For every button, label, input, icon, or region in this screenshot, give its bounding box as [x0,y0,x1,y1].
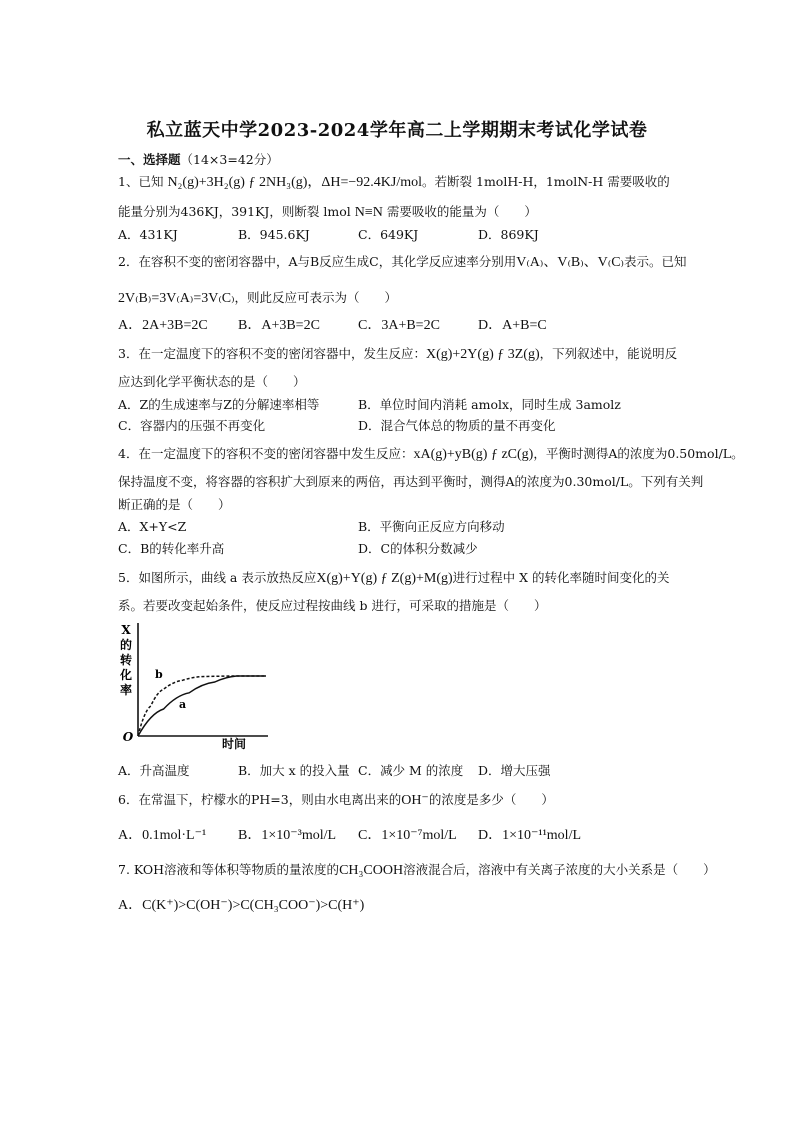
y-axis-label-char: 的 [119,638,133,652]
q4-equation: xA(g)+yB(g) ƒ zC(g) [413,447,534,462]
y-axis-label-char: 转 [119,653,133,667]
q5-option-d[interactable]: D．增大压强 [478,763,551,778]
q7-acid: CH₃COOH [339,863,404,878]
q2-option-a[interactable]: A．2A+3B=2C [118,318,208,333]
question-2-line-1 [118,254,687,271]
q1-option-d[interactable]: D．869KJ [478,227,539,242]
q6-ion: OH⁻ [401,793,429,808]
question-1-line-2 [118,204,537,221]
question-5-line-2: 系。若要改变起始条件，使反应过程按曲线 b 进行，可采取的措施是（ ） [118,598,547,613]
x-axis-label: 时间 [221,737,247,751]
question-3-line-1 [118,346,677,363]
y-axis-label-char: 率 [119,683,133,697]
origin-label: O [122,730,134,744]
q1-option-c[interactable]: C．649KJ [358,227,419,242]
curve-a-label: a [179,698,187,711]
question-5-line-1 [118,570,670,587]
curve-b-label: b [155,668,163,681]
q5-text-a: 5．如图所示，曲线 a 表示放热反应 [118,570,317,585]
q2-vars: V₍A₎、V₍B₎、V₍C₎ [516,255,624,270]
section-label: 一、选择题 [118,152,181,167]
y-axis-label [119,623,132,697]
question-4-line-2: 保持温度不变，将容器的容积扩大到原来的两倍，再达到平衡时，测得A的浓度为0.30mol/L。下列有关判 [118,474,704,489]
q7-text-a: 7. KOH溶液和等体积等物质的量浓度的 [118,862,340,877]
q3-text-b: ，下列叙述中，能说明反 [539,346,678,361]
question-4-line-3: 断正确的是（ ） [118,497,231,512]
q2-relation: 2V₍B₎=3V₍A₎=3V₍C₎ [118,291,235,306]
q2-text-c: ，则此反应可表示为（ ） [234,290,398,305]
q1-text-a: 1、已知 [118,174,164,189]
q2-option-b[interactable]: B．A+3B=2C [238,318,320,333]
q6-text-a: 6．在常温下，柠檬水的PH=3，则由水电离出来的 [118,792,402,807]
q1-option-b[interactable]: B．945.6KJ [238,227,310,242]
q3-option-c[interactable]: C．容器内的压强不再变化 [118,418,266,433]
q3-option-d[interactable]: D．混合气体总的物质的量不再变化 [358,418,556,433]
q4-option-b[interactable]: B．平衡向正反应方向移动 [358,519,505,534]
q2-text-b: 表示。已知 [623,254,687,269]
curve-a [138,676,266,736]
q7-option-a[interactable]: A．C(K⁺)>C(OH⁻)>C(CH₃COO⁻)>C(H⁺) [118,898,365,913]
question-2-line-2 [118,290,397,307]
exam-title: 私立蓝天中学2023-2024学年高二上学期期末考试化学试卷 [146,120,648,141]
question-6-line-1 [118,792,554,809]
q1-equation: N₂(g)+3H₂(g) ƒ 2NH₃(g)，ΔH=−92.4KJ/mol [167,175,423,190]
y-axis-label-char: 化 [119,668,133,682]
q2-option-c[interactable]: C．3A+B=2C [358,318,440,333]
question-3-line-2: 应达到化学平衡状态的是（ ） [118,374,306,389]
question-1-line-1 [118,174,670,191]
question-4-line-1 [118,446,744,463]
q5-option-c[interactable]: C．减少 M 的浓度 [358,763,464,778]
q1-text-d: 需要吸收的能量为（ ） [386,204,537,219]
q5-text-b: 进行过程中 X 的转化率随时间变化的关 [452,570,670,585]
q3-option-a[interactable]: A．Z的生成速率与Z的分解速率相等 [118,397,320,412]
q3-option-b[interactable]: B．单位时间内消耗 amolx，同时生成 3amolz [358,397,621,412]
q6-option-d[interactable]: D．1×10⁻¹¹mol/L [478,828,582,843]
q1-text-b: 。若断裂 1molH-H，1molN-H 需要吸收的 [422,174,670,189]
q1-text-c: 能量分别为436KJ，391KJ，则断裂 lmol [118,204,351,219]
q5-option-a[interactable]: A．升高温度 [118,763,190,778]
y-axis-label-char: X [121,623,131,637]
q6-option-b[interactable]: B．1×10⁻³mol/L [238,828,337,843]
q1-option-a[interactable]: A．431KJ [118,227,178,242]
q6-option-c[interactable]: C．1×10⁻⁷mol/L [358,828,457,843]
q3-equation: X(g)+2Y(g) ƒ 3Z(g) [425,347,540,362]
conversion-chart [112,620,272,755]
section-heading [118,150,279,168]
q6-option-a[interactable]: A．0.1mol·L⁻¹ [118,828,207,843]
q2-option-d[interactable]: D．A+B=C [478,318,547,333]
q7-text-b: 溶液混合后，溶液中有关离子浓度的大小关系是（ ） [403,862,716,877]
q3-text-a: 3．在一定温度下的容积不变的密闭容器中，发生反应： [118,346,426,361]
q6-text-b: 的浓度是多少（ ） [428,792,554,807]
section-score: （14×3=42分） [180,152,279,167]
question-7-line-1 [118,862,716,879]
q4-option-c[interactable]: C．B的转化率升高 [118,541,225,556]
q5-option-b[interactable]: B．加大 x 的投入量 [238,763,350,778]
q5-equation: X(g)+Y(g) ƒ Z(g)+M(g) [316,571,453,586]
q4-text-b: ，平衡时测得A的浓度为0.50mol/L。 [533,446,744,461]
q4-text-a: 4．在一定温度下的容积不变的密闭容器中发生反应： [118,446,414,461]
q4-option-a[interactable]: A．X+Y<Z [118,519,187,534]
q4-option-d[interactable]: D．C的体积分数减少 [358,541,478,556]
q1-bond: N≡N [354,205,383,220]
q2-text-a: 2．在容积不变的密闭容器中，A与B反应生成C，其化学反应速率分别用 [118,254,517,269]
